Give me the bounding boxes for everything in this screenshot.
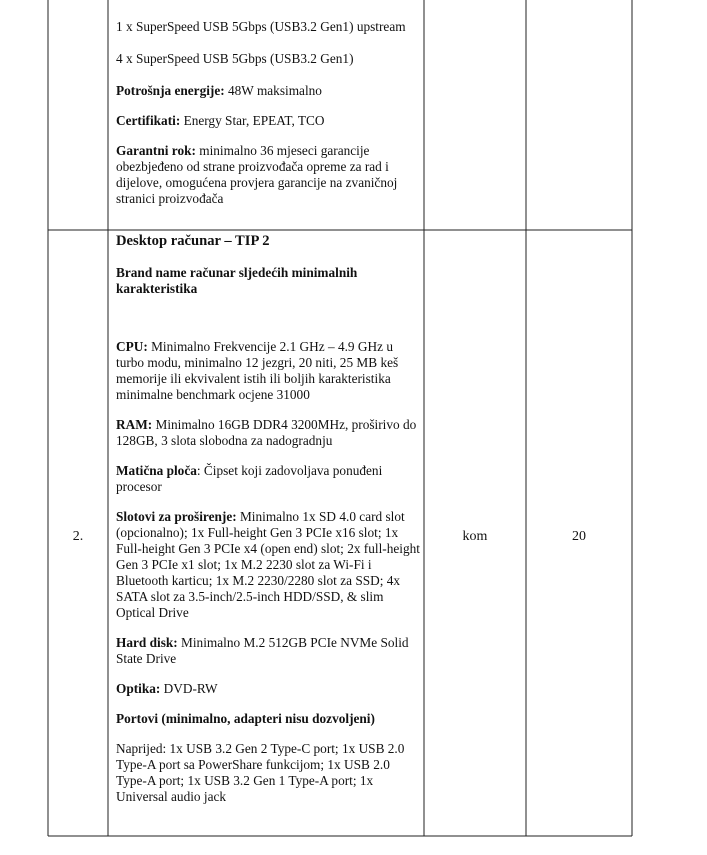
- cpu-spec: [116, 339, 420, 403]
- certs-label: Certifikati:: [116, 113, 181, 128]
- item-unit: kom: [462, 529, 488, 544]
- slots-value: Minimalno 1x SD 4.0 card slot (opcionalno); 1x Full-height Gen 3 PCIe x16 slot; 1x Full-height Gen 3 PCIe x4 (open end) slot; 2x full-height Gen 3 PCIe x1 slot; 1x M.2 2230 slot za Wi-Fi i Bluetooth karticu; 1x M.2 2230/2280 slot za SSD; 4x SATA slot za 3.5-inch/2.5-inch HDD/SSD, & slim Optical Drive: [116, 509, 420, 620]
- certs-value: Energy Star, EPEAT, TCO: [180, 113, 325, 128]
- power-value: 48W maksimalno: [224, 83, 322, 98]
- item-title: Desktop računar – TIP 2: [116, 233, 270, 249]
- ram-value: Minimalno 16GB DDR4 3200MHz, proširivo do 128GB, 3 slota slobodna za nadogradnju: [116, 417, 417, 448]
- item-subtitle: Brand name računar sljedećih minimalnih karakteristika: [116, 265, 358, 296]
- hdd-label: Hard disk:: [116, 635, 178, 650]
- motherboard-spec: [116, 463, 420, 495]
- power-spec: [116, 83, 418, 99]
- hdd-value: Minimalno M.2 512GB PCIe NVMe Solid State Drive: [116, 635, 409, 666]
- item-quantity: 20: [572, 529, 586, 544]
- optics-spec: [116, 681, 420, 697]
- optics-value: DVD-RW: [160, 681, 218, 696]
- cpu-value: Minimalno Frekvencije 2.1 GHz – 4.9 GHz u turbo modu, minimalno 12 jezgri, 20 niti, 25 MB keš memorije ili ekvivalent istih ili boljih karakteristika minimalne benchmark ocjene 31000: [116, 339, 399, 402]
- slots-label: Slotovi za proširenje:: [116, 509, 237, 524]
- optics-label: Optika:: [116, 681, 161, 696]
- usb-ports-text: 4 x SuperSpeed USB 5Gbps (USB3.2 Gen1): [116, 51, 354, 66]
- warranty-value: minimalno 36 mjeseci garancije obezbjeđeno od strane proizvođača opreme za rad i dijelove, omogućena provjera garancije na zvaničnoj stranici proizvođača: [116, 143, 398, 206]
- usb-upstream-text: 1 x SuperSpeed USB 5Gbps (USB3.2 Gen1) upstream: [116, 19, 406, 34]
- ports-text: Naprijed: 1x USB 3.2 Gen 2 Type-C port; 1x USB 2.0 Type-A port sa PowerShare funkcijom; 1x USB 2.0 Type-A port; 1x USB 3.2 Gen 1 Type-A port; 1x Universal audio jack: [116, 741, 405, 804]
- hdd-spec: [116, 635, 420, 667]
- cpu-label: CPU:: [116, 339, 148, 354]
- power-label: Potrošnja energije:: [116, 83, 225, 98]
- item-spec-cell: [116, 233, 420, 805]
- slots-spec: [116, 509, 420, 621]
- motherboard-value: : Čipset koji zadovoljava ponuđeni procesor: [116, 463, 383, 494]
- warranty-spec: [116, 143, 418, 207]
- ram-spec: [116, 417, 420, 449]
- motherboard-label: Matična ploča: [116, 463, 197, 478]
- certs-spec: [116, 113, 418, 129]
- warranty-label: Garantni rok:: [116, 143, 196, 158]
- continuation-spec-cell: [116, 19, 418, 207]
- item-number: 2.: [72, 529, 84, 544]
- ports-heading: Portovi (minimalno, adapteri nisu dozvoljeni): [116, 711, 375, 726]
- ram-label: RAM:: [116, 417, 153, 432]
